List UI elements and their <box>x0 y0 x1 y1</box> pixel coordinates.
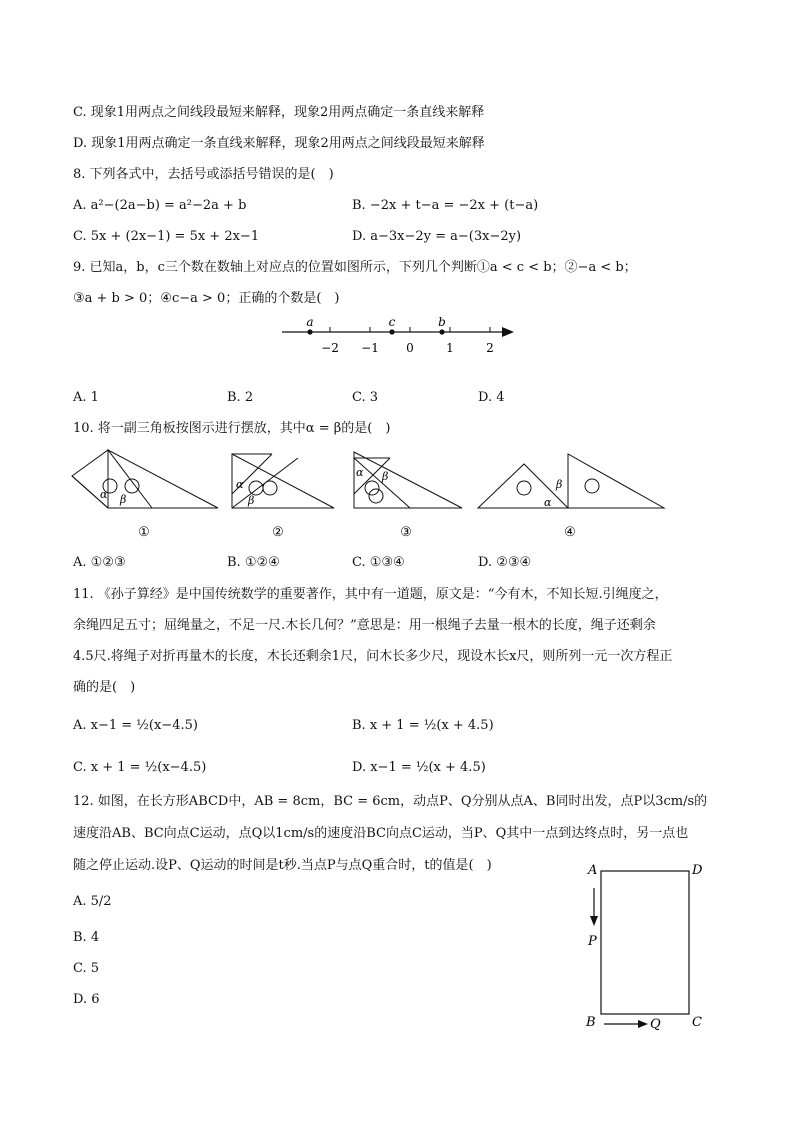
q8-option-d: D. a−3x−2y = a−(3x−2y) <box>352 229 522 244</box>
alpha-label: α <box>356 466 364 479</box>
q10-stem: 10. 将一副三角板按图示进行摆放，其中α = β的是( ) <box>73 421 391 436</box>
q9-stem-line2: ③a + b > 0；④c−a > 0；正确的个数是( ) <box>73 291 340 306</box>
q10-figure-4 <box>474 448 670 540</box>
q8-stem: 8. 下列各式中，去括号或添括号错误的是( ) <box>73 167 334 182</box>
q11-line4: 确的是( ) <box>73 680 136 695</box>
vertex-d-label: D <box>692 863 703 878</box>
figure-label: ④ <box>564 525 576 540</box>
vertex-c-label: C <box>692 1015 702 1030</box>
figure-label: ③ <box>400 525 412 540</box>
figure-label: ① <box>138 525 150 540</box>
q11-option-c: C. x + 1 = ½(x−4.5) <box>73 760 207 775</box>
axis-point <box>439 329 444 334</box>
q12-line1: 12. 如图，在长方形ABCD中，AB = 8cm，BC = 6cm，动点P、Q分别从点A、B同时出发，点P以3cm/s的 <box>73 794 708 809</box>
q9-number-line <box>270 312 530 362</box>
q12-option-c: C. 5 <box>73 961 100 976</box>
axis-point-label: a <box>306 315 314 329</box>
alpha-label: α <box>544 496 552 509</box>
axis-point <box>389 329 394 334</box>
q12-rectangle-figure <box>582 858 712 1038</box>
q9-option-c: C. 3 <box>352 390 379 405</box>
q11-option-b: B. x + 1 = ½(x + 4.5) <box>352 718 494 733</box>
q10-option-d: D. ②③④ <box>478 555 532 570</box>
axis-point-label: c <box>388 315 396 329</box>
point-p-label: P <box>588 934 597 949</box>
beta-label: β <box>382 470 389 483</box>
q9-option-b: B. 2 <box>227 390 254 405</box>
beta-label: β <box>248 494 255 507</box>
q9-option-a: A. 1 <box>73 390 99 405</box>
q8-option-a: A. a²−(2a−b) = a²−2a + b <box>73 198 247 213</box>
q12-option-a: A. 5/2 <box>73 894 112 909</box>
vertex-a-label: A <box>588 863 598 878</box>
q7-option-c: C. 现象1用两点之间线段最短来解释，现象2用两点确定一条直线来解释 <box>73 105 485 120</box>
beta-label: β <box>556 478 563 491</box>
q11-line3: 4.5尺.将绳子对折再量木的长度，木长还剩余1尺，问木长多少尺，现设木长x尺，则所列一元一次方程正 <box>73 649 673 664</box>
q12-line3: 随之停止运动.设P、Q运动的时间是t秒.当点P与点Q重合时，t的值是( ) <box>73 858 492 873</box>
q8-option-c: C. 5x + (2x−1) = 5x + 2x−1 <box>73 229 260 244</box>
axis-tick-label: −2 <box>321 341 339 355</box>
vertex-b-label: B <box>586 1015 596 1030</box>
alpha-label: α <box>100 488 108 501</box>
q10-option-b: B. ①②④ <box>227 555 280 570</box>
q11-line1: 11. 《孙子算经》是中国传统数学的重要著作，其中有一道题，原文是：“今有木，不知长短.引绳度之， <box>73 587 668 602</box>
q9-stem-line1: 9. 已知a，b，c三个数在数轴上对应点的位置如图所示，下列几个判断①a < c < b；②−a < b； <box>73 260 637 275</box>
q10-figure-2 <box>228 448 368 540</box>
axis-point-label: b <box>438 315 446 329</box>
point-q-label: Q <box>650 1017 661 1032</box>
q11-line2: 余绳四足五寸；屈绳量之，不足一尺.木长几何？”意思是：用一根绳子去量一根木的长度，绳子还剩余 <box>73 618 656 633</box>
axis-tick-label: 1 <box>446 341 454 355</box>
q10-option-c: C. ①③④ <box>352 555 405 570</box>
axis-tick-label: 0 <box>406 341 414 355</box>
q11-option-a: A. x−1 = ½(x−4.5) <box>73 718 198 733</box>
figure-label: ② <box>272 525 284 540</box>
q7-option-d: D. 现象1用两点确定一条直线来解释，现象2用两点之间线段最短来解释 <box>73 136 485 151</box>
alpha-label: α <box>236 478 244 491</box>
q9-option-d: D. 4 <box>478 390 505 405</box>
beta-label: β <box>120 493 127 506</box>
axis-tick-label: 2 <box>486 341 494 355</box>
q10-option-a: A. ①②③ <box>73 555 126 570</box>
axis-tick-label: −1 <box>361 341 379 355</box>
q10-figure-1 <box>68 448 228 540</box>
q12-line2: 速度沿AB、BC向点C运动，点Q以1cm/s的速度沿BC向点C运动，当P、Q其中一点到达终点时，另一点也 <box>73 826 689 841</box>
q12-option-d: D. 6 <box>73 992 100 1007</box>
q8-option-b: B. −2x + t−a = −2x + (t−a) <box>352 198 539 213</box>
q12-option-b: B. 4 <box>73 930 100 945</box>
axis-point <box>307 329 312 334</box>
q11-option-d: D. x−1 = ½(x + 4.5) <box>352 760 486 775</box>
q10-figure-3 <box>350 448 470 540</box>
